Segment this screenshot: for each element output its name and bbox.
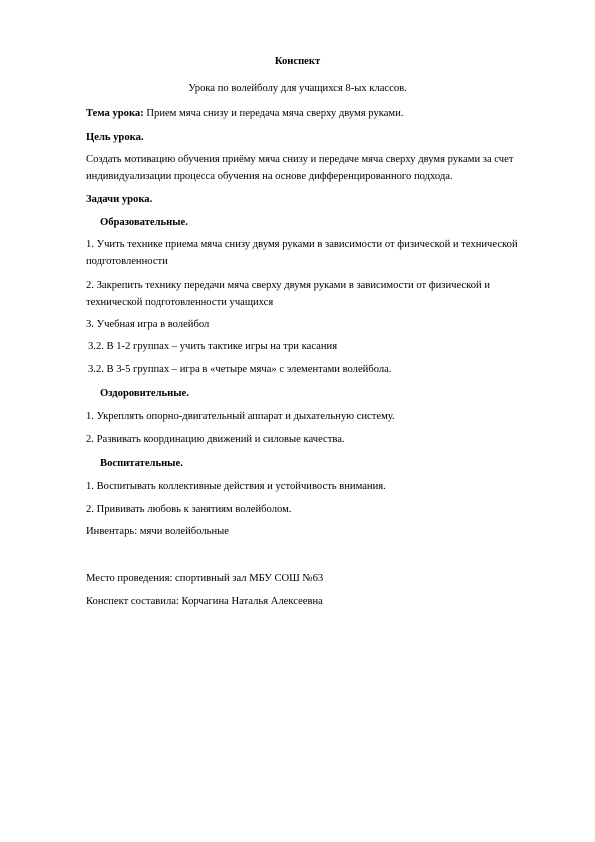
educational-item: 3. Учебная игра в волейбол xyxy=(86,319,210,330)
educational-item: 3.2. В 3-5 группах – игра в «четыре мяча» с элементами волейбола. xyxy=(88,364,392,375)
health-item: 2. Развивать координацию движений и силовые качества. xyxy=(86,434,345,445)
tasks-heading: Задачи урока. xyxy=(86,194,153,205)
document-subtitle: Урока по волейболу для учащихся 8-ых классов. xyxy=(188,83,407,94)
educational-item: 2. Закрепить технику передачи мяча сверху двумя руками в зависимости от физической и технической подготовленности учащихся xyxy=(86,280,491,308)
upbringing-item: 2. Прививать любовь к занятиям волейболом. xyxy=(86,504,292,515)
health-heading: Оздоровительные. xyxy=(100,388,189,399)
goal-text: Создать мотивацию обучения приёму мяча снизу и передаче мяча сверху двумя руками за счет индивидуализации процесса обучения на основе дифференцированного подхода. xyxy=(86,154,514,182)
document-title: Конспект xyxy=(274,56,321,67)
goal-heading: Цель урока. xyxy=(86,132,144,143)
lesson-topic-label: Тема урока: xyxy=(86,108,144,119)
educational-item: 3.2. В 1-2 группах – учить тактике игры на три касания xyxy=(88,341,338,352)
venue-line: Место проведения: спортивный зал МБУ СОШ №63 xyxy=(86,573,324,584)
educational-heading: Образовательные. xyxy=(100,217,188,228)
educational-item: 1. Учить технике приема мяча снизу двумя руками в зависимости от физической и технической подготовленности xyxy=(86,239,518,267)
author-line: Конспект составила: Корчагина Наталья Алексеевна xyxy=(86,596,323,607)
upbringing-heading: Воспитательные. xyxy=(100,458,183,469)
inventory-line: Инвентарь: мячи волейбольные xyxy=(86,526,229,537)
lesson-topic xyxy=(86,107,550,120)
health-item: 1. Укреплять опорно-двигательный аппарат и дыхательную систему. xyxy=(86,411,395,422)
lesson-topic-text: Прием мяча снизу и передача мяча сверху двумя руками. xyxy=(143,108,404,119)
upbringing-item: 1. Воспитывать коллективные действия и устойчивость внимания. xyxy=(86,481,386,492)
